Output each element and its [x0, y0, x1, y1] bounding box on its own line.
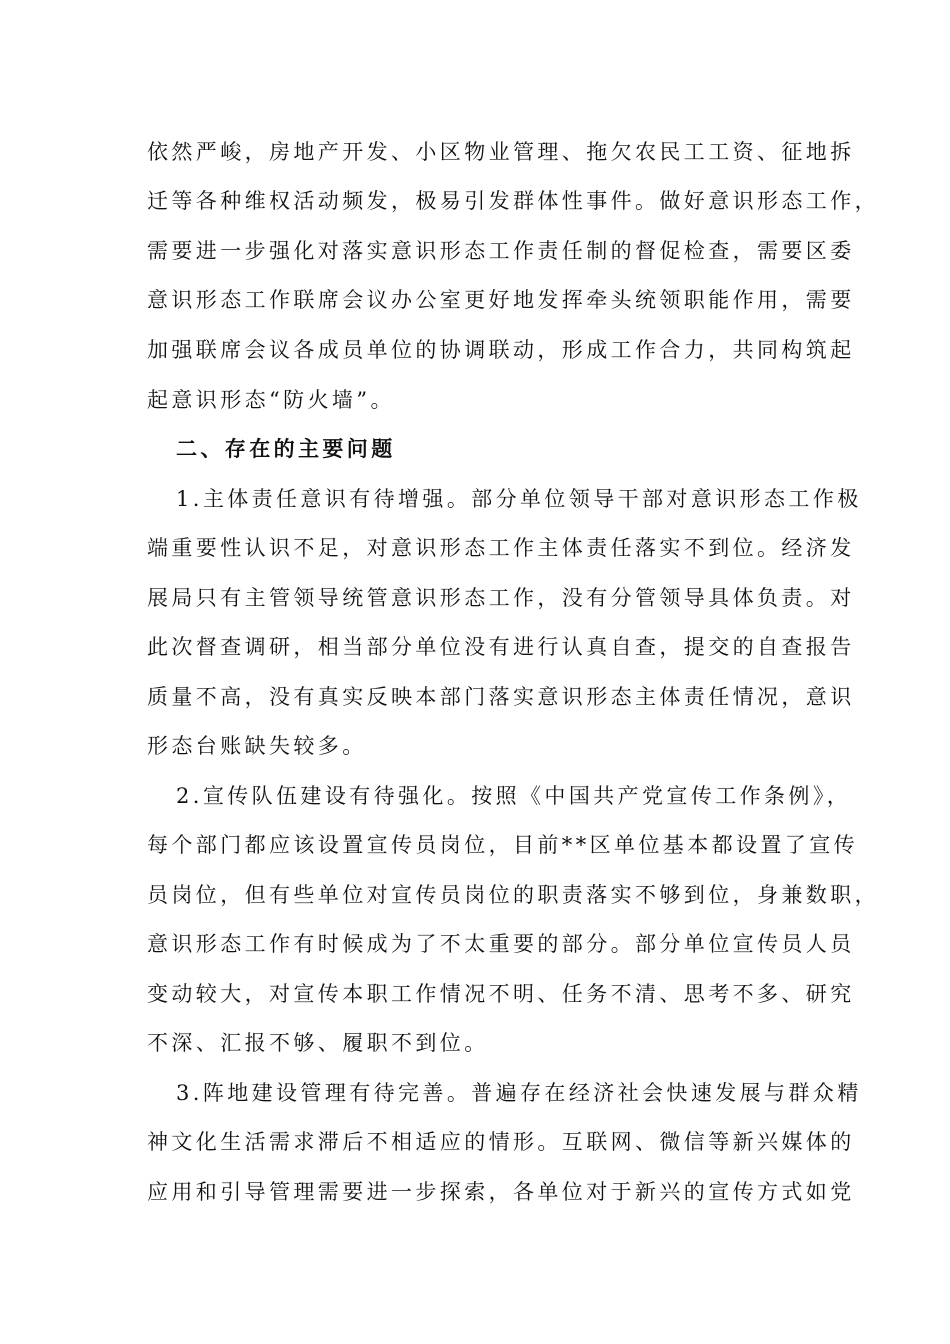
- body-text-line: 变动较大，对宣传本职工作情况不明、任务不清、思考不多、研究: [147, 982, 855, 1006]
- body-text-line: 依然严峻，房地产开发、小区物业管理、拖欠农民工工资、征地拆: [147, 140, 855, 164]
- body-text-line: 员岗位，但有些单位对宣传员岗位的职责落实不够到位，身兼数职，: [147, 883, 879, 907]
- body-text-line: 端重要性认识不足，对意识形态工作主体责任落实不到位。经济发: [147, 536, 855, 560]
- paragraph-start-line: 1.主体责任意识有待增强。部分单位领导干部对意识形态工作极: [176, 487, 862, 511]
- body-text-line: 起意识形态“防火墙”。: [147, 388, 395, 412]
- body-text-line: 每个部门都应该设置宣传员岗位，目前**区单位基本都设置了宣传: [147, 833, 858, 857]
- body-text-line: 应用和引导管理需要进一步探索，各单位对于新兴的宣传方式如党: [147, 1180, 855, 1204]
- paragraph-start-line: 2.宣传队伍建设有待强化。按照《中国共产党宣传工作条例》，: [176, 784, 852, 808]
- body-text-line: 意识形态工作联席会议办公室更好地发挥牵头统领职能作用，需要: [147, 288, 855, 312]
- body-text-line: 迁等各种维权活动频发，极易引发群体性事件。做好意识形态工作，: [147, 189, 879, 213]
- body-text-line: 神文化生活需求滞后不相适应的情形。互联网、微信等新兴媒体的: [147, 1130, 855, 1154]
- body-text-line: 此次督查调研，相当部分单位没有进行认真自查，提交的自查报告: [147, 635, 855, 659]
- body-text-line: 不深、汇报不够、履职不到位。: [147, 1031, 489, 1055]
- body-text-line: 质量不高，没有真实反映本部门落实意识形态主体责任情况，意识: [147, 685, 855, 709]
- paragraph-start-line: 3.阵地建设管理有待完善。普遍存在经济社会快速发展与群众精: [176, 1081, 862, 1105]
- body-text-line: 需要进一步强化对落实意识形态工作责任制的督促检查，需要区委: [147, 239, 855, 263]
- body-text-line: 加强联席会议各成员单位的协调联动，形成工作合力，共同构筑起: [147, 338, 855, 362]
- body-text-line: 意识形态工作有时候成为了不太重要的部分。部分单位宣传员人员: [147, 932, 855, 956]
- section-heading: 二、存在的主要问题: [176, 437, 396, 461]
- body-text-line: 形态台账缺失较多。: [147, 734, 367, 758]
- body-text-line: 展局只有主管领导统管意识形态工作，没有分管领导具体负责。对: [147, 586, 855, 610]
